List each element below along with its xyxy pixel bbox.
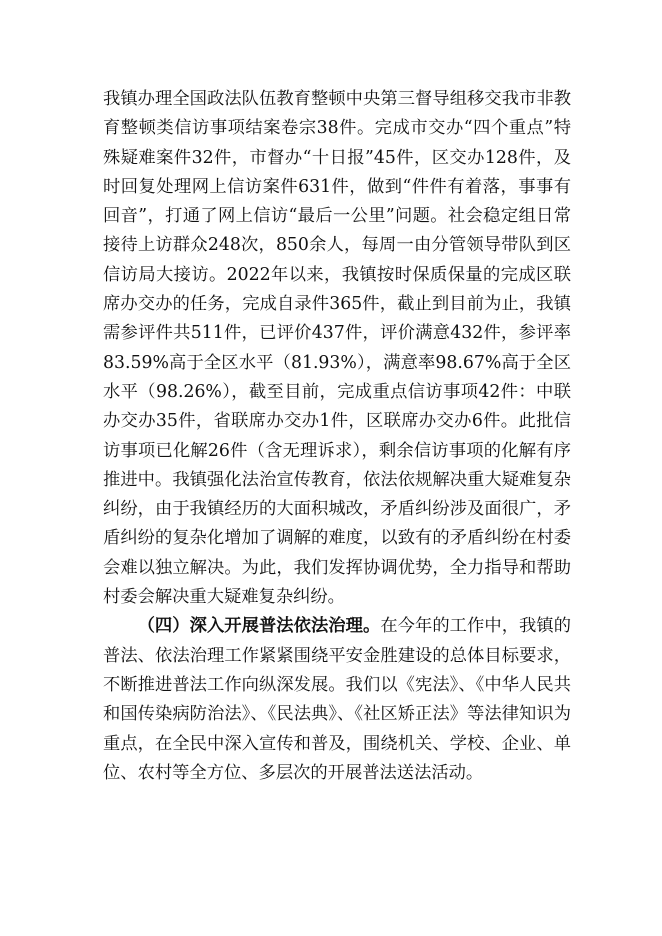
paragraph-legal-education [103, 612, 571, 788]
section-heading: （四）深入开展普法依法治理。 [137, 616, 381, 637]
paragraph-text: 在今年的工作中，我镇的普法、依法治理工作紧紧围绕平安金胜建设的总体目标要求，不断推进普法工作向纵深发展。我们以《宪法》、《中华人民共和国传染病防治法》、《民法典》、《社区矫正法》等法律知识为重点，在全民中深入宣传和普及，围绕机关、学校、企业、单位、农村等全方位、多层次的开展普法送法活动。 [103, 616, 571, 783]
document-page [103, 85, 571, 788]
paragraph-text: 我镇办理全国政法队伍教育整顿中央第三督导组移交我市非教育整顿类信访事项结案卷宗38件。完成市交办“四个重点”特殊疑难案件32件，市督办“十日报”45件，区交办128件，及时回复处理网上信访案件631件，做到“件件有着落，事事有回音”，打通了网上信访“最后一公里”问题。社会稳定组日常接待上访群众248次，850余人，每周一由分管领导带队到区信访局大接访。2022年以来，我镇按时保质保量的完成区联席办交办的任务，完成自录件365件，截止到目前为止，我镇需参评件共511件，已评价437件，评价满意432件，参评率83.59%高于全区水平（81.93%），满意率98.67%高于全区水平（98.26%），截至目前，完成重点信访事项42件：中联办交办35件，省联席办交办1件，区联席办交办6件。此批信访事项已化解26件（含无理诉求），剩余信访事项的化解有序推进中。我镇强化法治宣传教育，依法依规解决重大疑难复杂纠纷，由于我镇经历的大面积城改，矛盾纠纷涉及面很广，矛盾纠纷的复杂化增加了调解的难度，以致有的矛盾纠纷在村委会难以独立解决。为此，我们发挥协调优势，全力指导和帮助村委会解决重大疑难复杂纠纷。 [103, 89, 571, 608]
paragraph-petition-work [103, 85, 571, 612]
